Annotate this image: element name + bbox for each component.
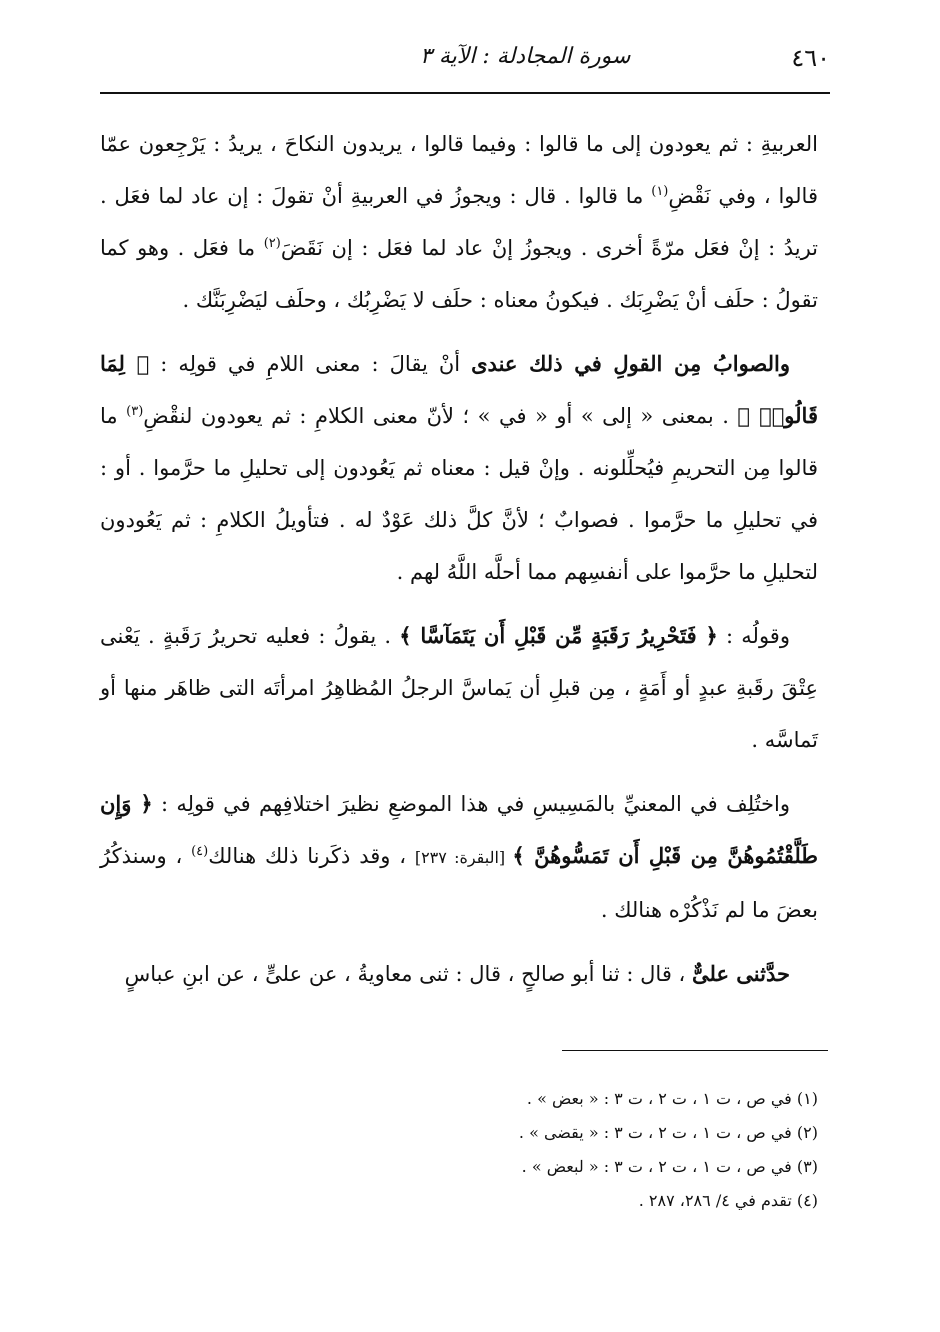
paragraph-5	[100, 948, 818, 1000]
footnote-2: (٢) في ص ، ت ١ ، ت ٢ ، ت ٣ : « يقضى » .	[518, 1123, 818, 1142]
paragraph-2-text-3: ما قالوا مِن التحريمِ فيُحلِّلونه . وإنْ قيل : معناه ثم يَعُودون إلى تحليلِ ما حرَّموا . أو : في تحليلِ ما حرَّموا . فصوابٌ ؛ لأنَّ كلَّ ذلك عَوْدٌ له . فتأويلُ الكلامِ : ثم يَعُودون لتحليلِ ما حرَّموا على أنفسِهم مما أحلَّه اللَّهُ لهم .	[100, 404, 818, 584]
paragraph-5-bold-lead: حدَّثنى علىٌّ	[692, 961, 790, 986]
footnote-marker-4: (٤)	[191, 844, 209, 859]
quran-reference: [البقرة: ٢٣٧]	[414, 848, 513, 867]
paragraph-4-text-3: ، وسنذكُرُ بعضَ ما لم نَذْكُرْه هنالك .	[100, 844, 818, 922]
paragraph-2-text-1: أنْ يقالَ : معنى اللامِ في قولِه :	[149, 352, 472, 376]
paragraph-1-text-2: ما قالوا . قال : ويجوزُ في العربيةِ أنْ تقولَ : إن عاد لما فعَل . تريدُ : إنْ فعَل مرّةً أخرى . ويجوزُ إنْ عاد لما فعَل : إن نَقَضَ	[100, 184, 818, 260]
footnote-1: (١) في ص ، ت ١ ، ت ٢ ، ت ٣ : « بعض » .	[526, 1089, 818, 1108]
running-title: سورة المجادلة : الآية ٣	[420, 44, 631, 69]
footnotes	[100, 1082, 818, 1218]
page-header	[100, 38, 830, 86]
paragraph-2	[100, 338, 818, 598]
quran-quote-2: ﴿ فَتَحْرِيرُ رَقَبَةٍ مِّن قَبْلِ أَن يَتَمَآسَّا ﴾	[399, 623, 718, 648]
paragraph-4-text-2: ، وقد ذكَرنا ذلك هنالك	[208, 844, 415, 868]
footnote-3: (٣) في ص ، ت ١ ، ت ٢ ، ت ٣ : « لبعض » .	[521, 1157, 818, 1176]
paragraph-3-text-2: . يقولُ : فعليه تحريرُ رَقَبةٍ . يَعْنى عِتْقَ رقَبةِ عبدٍ أو أَمَةٍ ، مِن قبلِ أن يَماسَّ الرجلُ المُظاهِرُ امرأتَه التى ظاهَر منها أو تَماسَّه .	[100, 624, 818, 752]
paragraph-2-text-2: . بمعنى « إلى » أو « في » ؛ لأنّ معنى الكلامِ : ثم يعودون لنقْضِ	[143, 404, 738, 428]
paragraph-3	[100, 610, 818, 766]
paragraph-1-text-3: ما فعَل . وهو كما تقولُ : حلَف أنْ يَضْرِبَك . فيكونُ معناه : حلَف لا يَضْرِبُك ، وحلَف ليَضْرِبَنَّك .	[100, 236, 818, 312]
footnote-marker-2: (٢)	[263, 236, 281, 251]
main-text	[100, 118, 818, 1000]
paragraph-1	[100, 118, 818, 326]
footnote-4: (٤) تقدم في ٤/ ٢٨٦، ٢٨٧ .	[638, 1191, 818, 1210]
footnote-marker-1: (١)	[651, 184, 669, 199]
paragraph-1-text-1: العربيةِ : ثم يعودون إلى ما قالوا : وفيما قالوا ، يريدون النكاحَ ، يريدُ : يَرْجِعون عمّا قالوا ، وفي نَقْضِ	[100, 132, 818, 208]
header-rule	[100, 92, 830, 94]
footnote-rule	[562, 1050, 828, 1051]
paragraph-5-text-1: ، قال : ثنا أبو صالحٍ ، قال : ثنى معاويةُ ، عن علىٍّ ، عن ابنِ عباسٍ	[124, 962, 692, 986]
page-number: ٤٦٠	[791, 44, 830, 72]
footnote-marker-3: (٣)	[126, 404, 144, 419]
paragraph-2-bold-lead: والصوابُ مِن القولِ في ذلك عندى	[471, 351, 790, 376]
paragraph-4	[100, 778, 818, 936]
quran-quote-1: ﴿ لِمَا قَالُوا۟ ﴾	[100, 351, 818, 428]
quran-quote-3: ﴿ وَإِن طَلَّقْتُمُوهُنَّ مِن قَبْلِ أَن تَمَسُّوهُنَّ ﴾	[100, 791, 819, 868]
paragraph-4-text-1: واختُلِف في المعنيِّ بالمَسِيسِ في هذا الموضعِ نظيرَ اختلافِهم في قولِه :	[152, 792, 790, 816]
paragraph-3-text-1: وقولُه :	[717, 624, 790, 648]
